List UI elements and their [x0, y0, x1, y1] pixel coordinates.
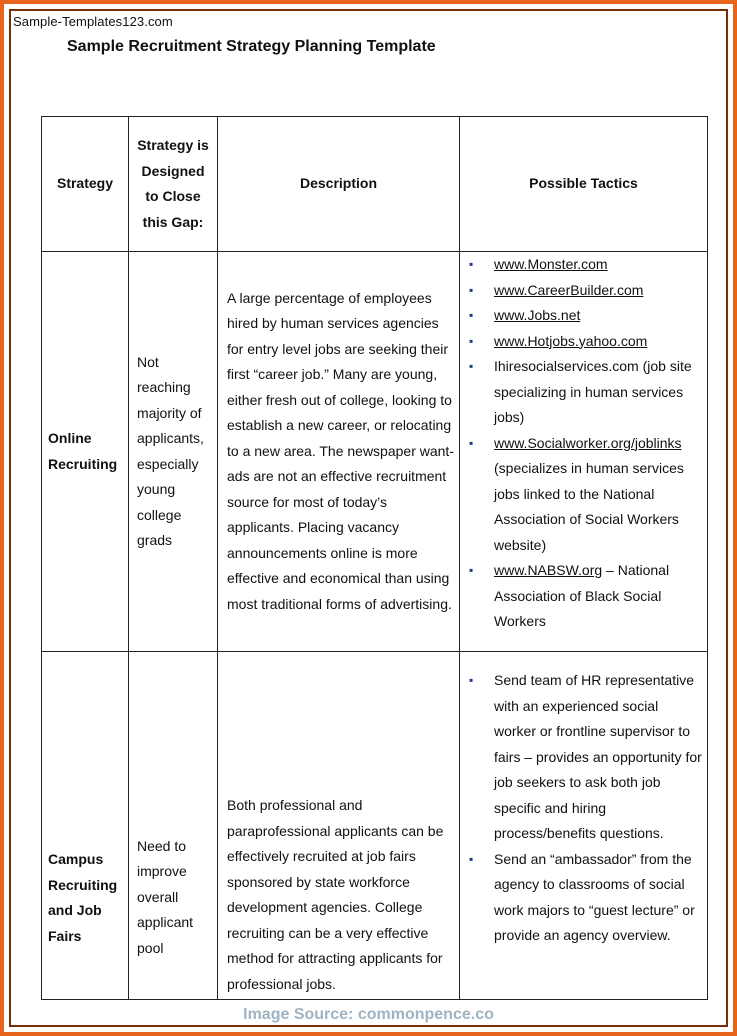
- document-page: [9, 9, 728, 1027]
- tactic-link[interactable]: www.Monster.com: [494, 256, 608, 272]
- header-description: Description: [218, 117, 460, 252]
- outer-frame: [4, 4, 733, 1032]
- tactic-item: [466, 252, 703, 278]
- tactic-link[interactable]: www.CareerBuilder.com: [494, 281, 644, 298]
- header-gap: [129, 117, 218, 252]
- row-gap: Not reaching majority of applicants, especially young college grads: [129, 252, 218, 652]
- table-row: [42, 652, 708, 1000]
- tactic-text: Ihiresocialservices.com (job site specializing in human services jobs): [494, 358, 692, 425]
- tactic-link[interactable]: www.NABSW.org: [494, 562, 603, 578]
- tactic-item: [466, 354, 703, 431]
- tactics-list-campus: [466, 668, 703, 949]
- tactic-item: [466, 278, 703, 304]
- row-tactics: [460, 252, 708, 652]
- page-title: Sample Recruitment Strategy Planning Template: [67, 38, 436, 55]
- tactic-item: [466, 668, 703, 847]
- tactic-item: [466, 303, 703, 329]
- table-header-row: [42, 117, 708, 252]
- tactic-link[interactable]: www.Hotjobs.yahoo.com: [494, 332, 648, 349]
- header-strategy: Strategy: [42, 117, 129, 252]
- header-gap-text: Strategy is Designed to Close this Gap:: [137, 137, 209, 230]
- strategy-table: [41, 116, 708, 1000]
- row-description: Both professional and paraprofessional applicants can be effectively recruited at job fairs sponsored by state workforce development agencies. College recruiting can be a very effective method for attracting applicants for professional jobs.: [218, 652, 460, 1000]
- row-description: A large percentage of employees hired by human services agencies for entry level jobs are seeking their first “career job.” Many are young, either fresh out of college, looking to establish a new career, or relocating to a new area. The newspaper want-ads are not an effective recruitment source for most of today’s applicants. Placing vacancy announcements online is more effective and economical than using most traditional forms of advertising.: [218, 252, 460, 652]
- table-row: [42, 252, 708, 652]
- header-tactics: Possible Tactics: [460, 117, 708, 252]
- row-gap: Need to improve overall applicant pool: [129, 652, 218, 1000]
- tactics-list-online: [466, 252, 703, 635]
- site-label: Sample-Templates123.com: [13, 14, 173, 29]
- tactic-link[interactable]: www.Jobs.net: [494, 307, 581, 323]
- tactic-item: [466, 431, 703, 559]
- row-strategy: Online Recruiting: [42, 252, 129, 652]
- tactic-link[interactable]: www.Socialworker.org/joblinks: [494, 434, 682, 451]
- tactic-text: (specializes in human services jobs linked to the National Association of Social Workers website): [494, 460, 684, 553]
- tactic-item: [466, 847, 703, 949]
- tactic-text: – National Association of Black Social Workers: [494, 562, 670, 629]
- tactic-text: Send an “ambassador” from the agency to classrooms of social work majors to “guest lecture” or provide an agency overview.: [494, 850, 695, 943]
- row-tactics: [460, 652, 708, 1000]
- tactic-item: [466, 558, 703, 635]
- tactic-item: [466, 329, 703, 355]
- row-strategy: Campus Recruiting and Job Fairs: [42, 652, 129, 1000]
- image-source-caption: Image Source: commonpence.co: [243, 1006, 494, 1023]
- tactic-text: Send team of HR representative with an experienced social worker or frontline supervisor to fairs – provides an opportunity for job seekers to ask both job specific and hiring process/benefits questions.: [494, 672, 702, 841]
